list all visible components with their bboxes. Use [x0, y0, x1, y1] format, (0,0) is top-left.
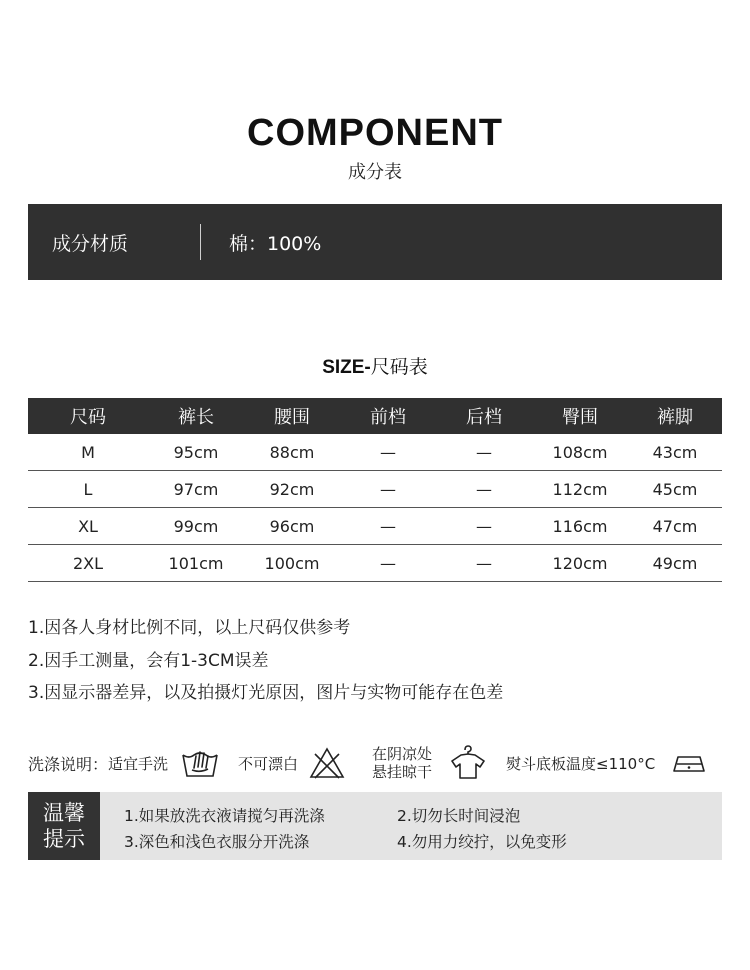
- size-chart-title: [0, 352, 750, 379]
- table-cell: —: [340, 434, 436, 471]
- table-cell: 120cm: [532, 545, 628, 582]
- table-cell: 116cm: [532, 508, 628, 545]
- table-cell: —: [340, 508, 436, 545]
- page-title: COMPONENT: [247, 112, 503, 154]
- hand-wash-icon: [180, 740, 220, 786]
- table-cell: 88cm: [244, 434, 340, 471]
- tip-item: 1.如果放洗衣液请搅匀再洗涤: [124, 807, 325, 825]
- shade-dry-label: [372, 740, 432, 786]
- page-subtitle: 成分表: [348, 162, 402, 183]
- table-cell: 95cm: [148, 434, 244, 471]
- size-table-header-row: [28, 398, 722, 434]
- table-row: [28, 471, 722, 508]
- table-cell: 97cm: [148, 471, 244, 508]
- table-cell: 2XL: [28, 545, 148, 582]
- note-item: 2.因手工测量，会有1-3CM误差: [28, 650, 269, 671]
- component-bar: [28, 204, 722, 280]
- tip-item: 2.切勿长时间浸泡: [397, 807, 521, 825]
- shade-dry-line1: 在阴凉处: [372, 745, 433, 763]
- table-cell: 45cm: [628, 471, 722, 508]
- table-cell: 100cm: [244, 545, 340, 582]
- size-title-rest: 尺码表: [370, 356, 428, 378]
- tip-item: 3.深色和浅色衣服分开洗涤: [124, 833, 310, 851]
- table-cell: —: [436, 434, 532, 471]
- table-cell: 99cm: [148, 508, 244, 545]
- table-cell: —: [340, 545, 436, 582]
- header-front-rise: 前档: [340, 398, 436, 434]
- header-leg-opening: 裤脚: [628, 398, 722, 434]
- header-back-rise: 后档: [436, 398, 532, 434]
- table-cell: XL: [28, 508, 148, 545]
- table-row: [28, 508, 722, 545]
- header-pants-length: 裤长: [148, 398, 244, 434]
- iron-temperature-label: 熨斗底板温度≤110°C: [506, 754, 656, 773]
- header-hip: 臀围: [532, 398, 628, 434]
- iron-icon: [672, 740, 706, 786]
- tips-tag: [28, 792, 100, 860]
- component-label: 成分材质: [52, 232, 129, 255]
- table-cell: 47cm: [628, 508, 722, 545]
- component-value: 棉：100%: [229, 232, 322, 255]
- table-cell: L: [28, 471, 148, 508]
- table-cell: 112cm: [532, 471, 628, 508]
- table-cell: —: [436, 545, 532, 582]
- header-waist: 腰围: [244, 398, 340, 434]
- hang-dry-shirt-icon: [448, 740, 488, 786]
- table-cell: M: [28, 434, 148, 471]
- washing-instructions: [28, 740, 722, 786]
- size-title-bold: SIZE-: [322, 357, 371, 378]
- table-row: [28, 545, 722, 582]
- table-cell: —: [340, 471, 436, 508]
- size-notes: [28, 612, 503, 710]
- table-cell: 49cm: [628, 545, 722, 582]
- no-bleach-icon: [308, 740, 346, 786]
- table-cell: 101cm: [148, 545, 244, 582]
- tips-panel: [28, 792, 722, 860]
- shade-dry-line2: 悬挂晾干: [372, 763, 433, 781]
- tip-item: 4.勿用力绞拧，以免变形: [397, 833, 567, 851]
- table-row: [28, 434, 722, 471]
- size-table: [28, 398, 722, 582]
- tips-tag-line1: 温馨: [43, 801, 85, 825]
- header-size: 尺码: [28, 398, 148, 434]
- table-cell: 43cm: [628, 434, 722, 471]
- table-cell: —: [436, 471, 532, 508]
- hand-wash-label: 适宜手洗: [108, 754, 169, 773]
- washing-label-group: [28, 740, 168, 786]
- no-bleach-label: 不可漂白: [238, 754, 299, 773]
- table-cell: 96cm: [244, 508, 340, 545]
- note-item: 3.因显示器差异，以及拍摄灯光原因，图片与实物可能存在色差: [28, 683, 504, 703]
- table-cell: 108cm: [532, 434, 628, 471]
- table-cell: —: [436, 508, 532, 545]
- note-item: 1.因各人身材比例不同，以上尺码仅供参考: [28, 618, 351, 638]
- tips-tag-line2: 提示: [43, 827, 85, 851]
- washing-label: 洗涤说明：: [28, 754, 109, 774]
- table-cell: 92cm: [244, 471, 340, 508]
